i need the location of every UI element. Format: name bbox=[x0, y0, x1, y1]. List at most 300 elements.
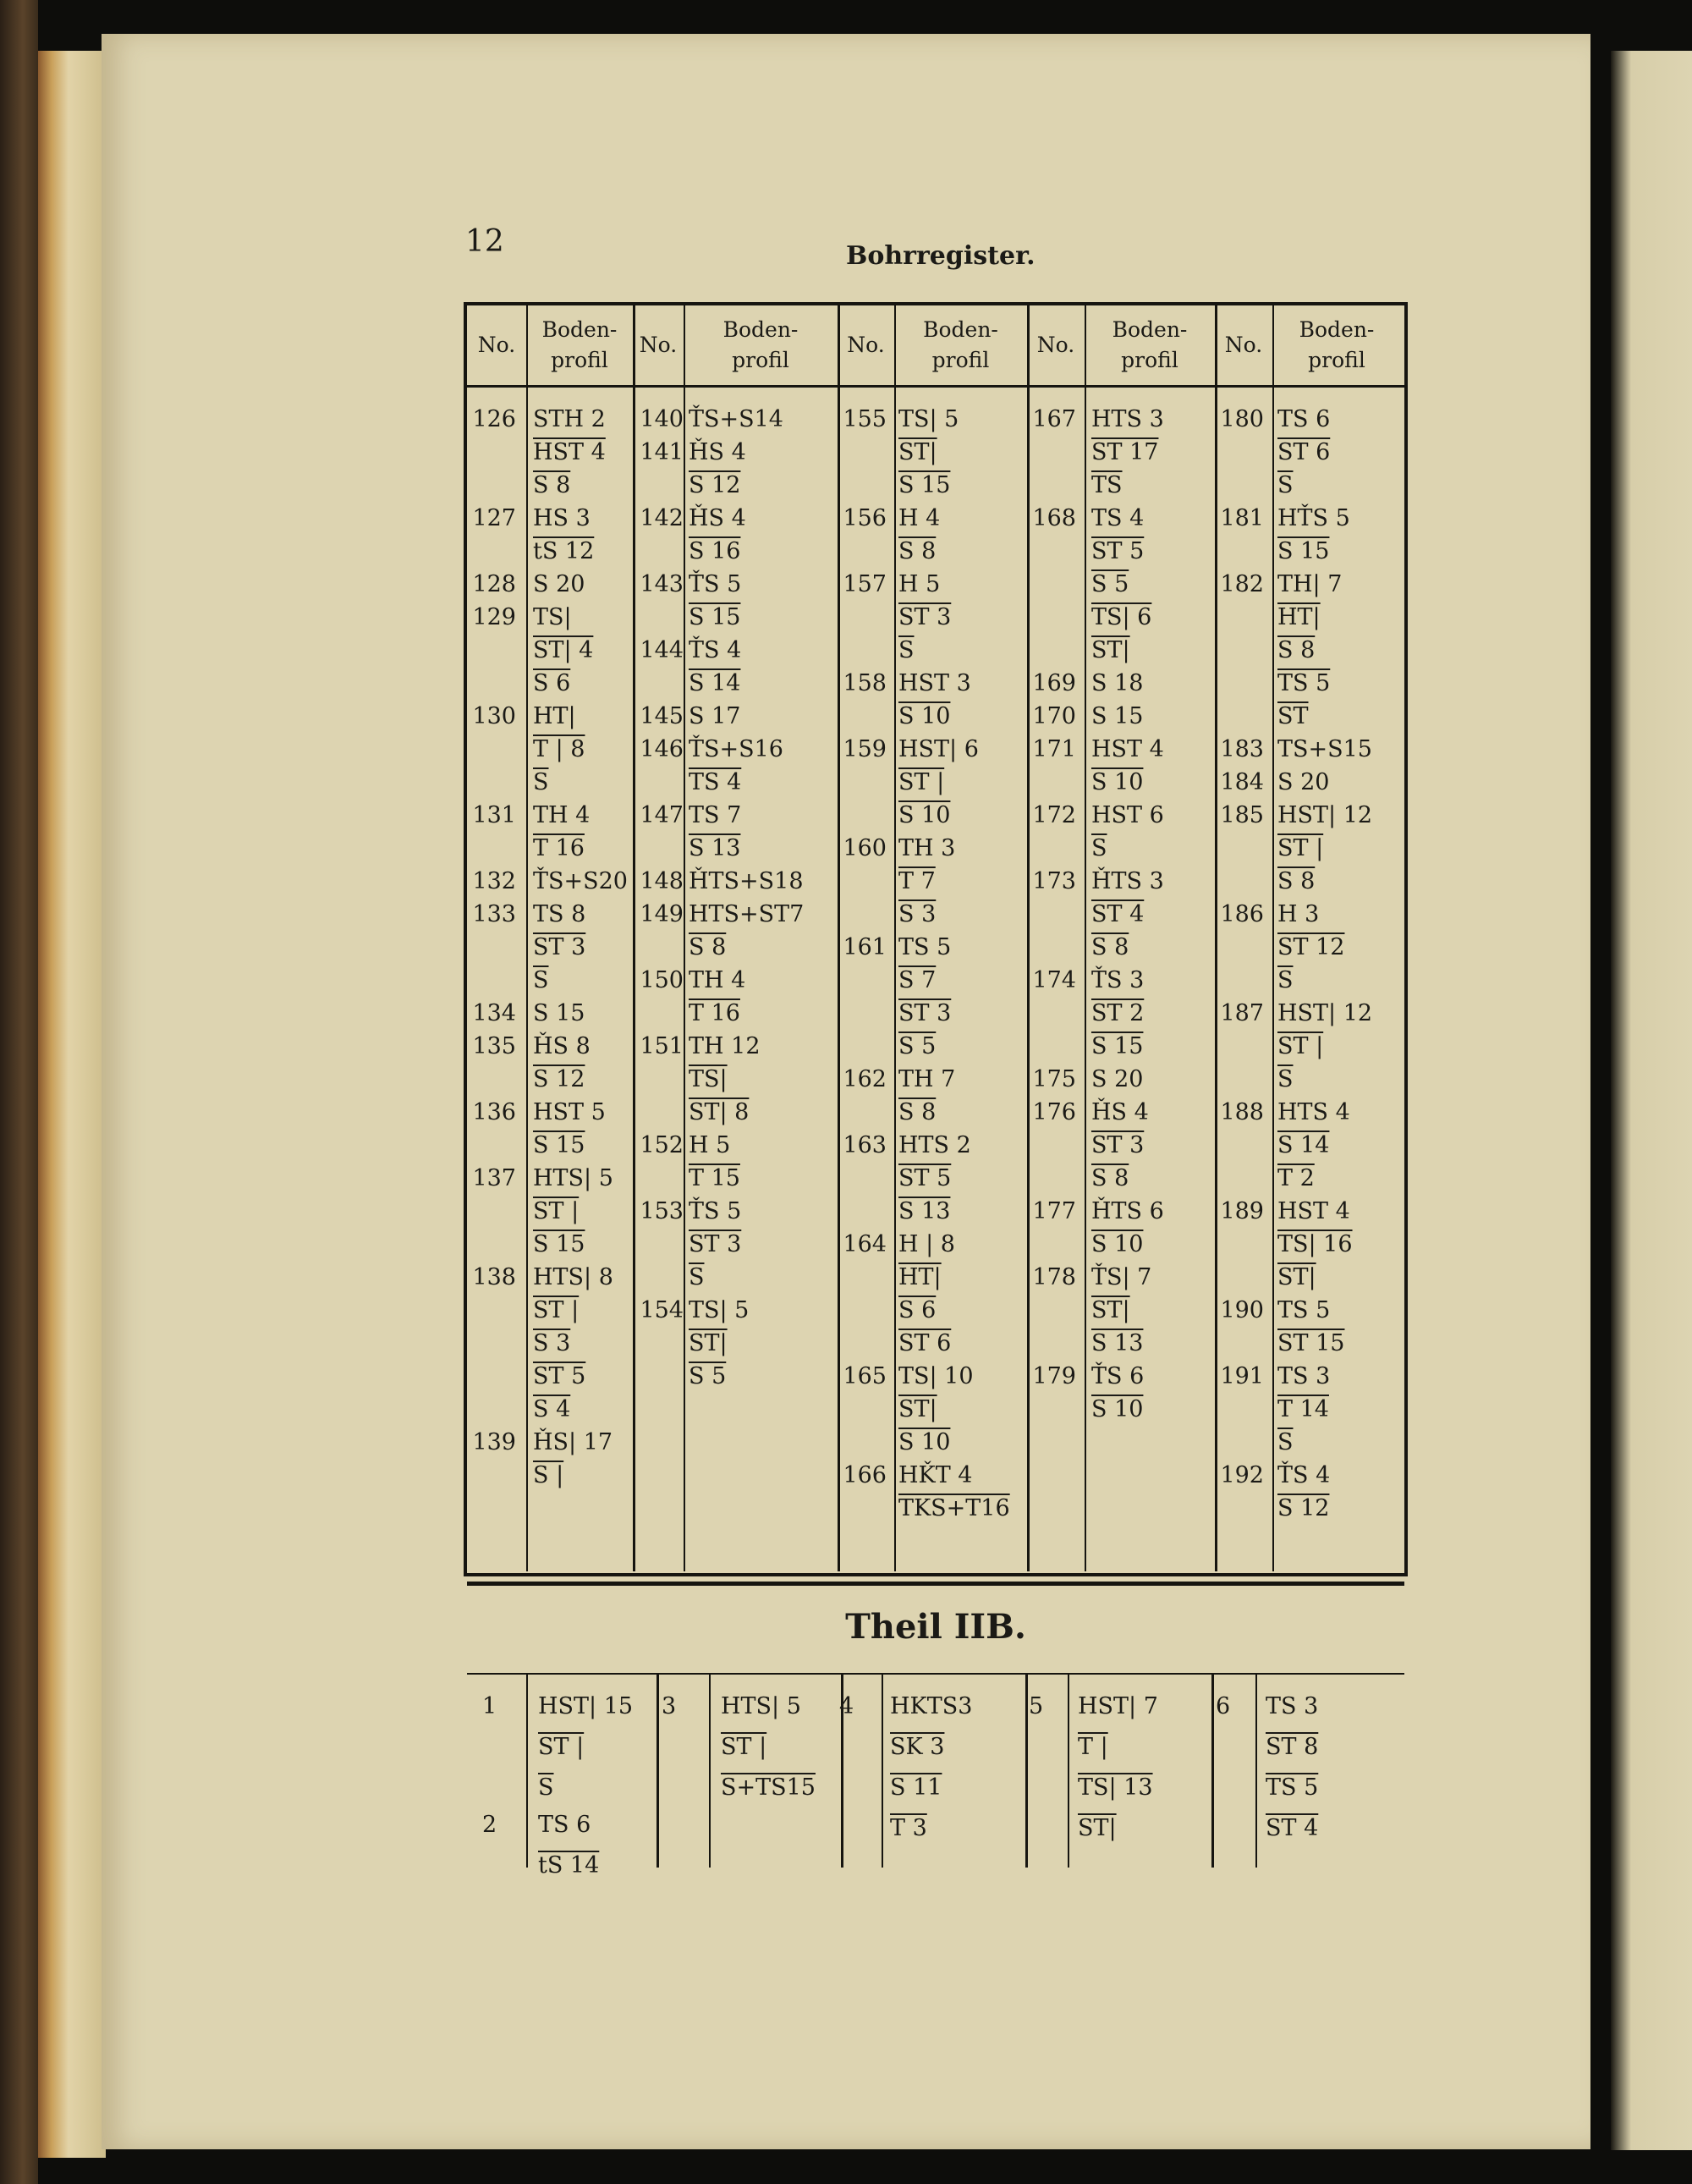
soil-profile bbox=[689, 1030, 807, 1129]
bore-number: 147 bbox=[640, 802, 684, 828]
soil-profile bbox=[1277, 997, 1396, 1096]
soil-profile bbox=[898, 568, 1017, 667]
soil-profile bbox=[1277, 1360, 1396, 1459]
soil-profile bbox=[1277, 799, 1396, 898]
profile-layer: S 11 bbox=[890, 1774, 942, 1801]
bore-number: 141 bbox=[640, 439, 684, 465]
profile-layer: TH 7 bbox=[898, 1066, 956, 1092]
profile-layer: T 16 bbox=[689, 1000, 740, 1026]
profile-layer: TKS+T16 bbox=[898, 1495, 1010, 1521]
col-rule bbox=[526, 305, 528, 1571]
profile-layer: $\overline{S}$ bbox=[689, 1264, 705, 1290]
profile-layer: SK 3 bbox=[890, 1734, 945, 1760]
bore-number: 170 bbox=[1032, 703, 1076, 729]
profile-layer: TS| bbox=[533, 604, 572, 630]
bore-number: 153 bbox=[640, 1198, 684, 1224]
soil-profile bbox=[1091, 799, 1210, 865]
facing-page-edge bbox=[1611, 51, 1692, 2150]
profile-layer: ȞTS 6 bbox=[1091, 1198, 1164, 1224]
bore-number: 181 bbox=[1220, 505, 1264, 531]
profile-layer: HTS 3 bbox=[1091, 406, 1164, 432]
profile-layer: HT| bbox=[898, 1264, 942, 1290]
profile-layer: TS+S15 bbox=[1277, 736, 1372, 762]
profile-layer: S 5 bbox=[689, 1363, 727, 1389]
profile-layer: TS 5 bbox=[1277, 1297, 1331, 1323]
profile-layer: HTS 2 bbox=[898, 1132, 971, 1158]
soil-profile bbox=[1091, 1096, 1210, 1195]
profile-layer: ȞTS+S18 bbox=[689, 868, 804, 894]
profile-layer: HST 4 bbox=[1277, 1198, 1350, 1224]
profile-layer: ST 6 bbox=[1277, 439, 1331, 465]
profile-layer: S 6 bbox=[533, 670, 571, 696]
profile-layer: ST | bbox=[533, 1297, 580, 1323]
profile-layer: STH 2 bbox=[533, 406, 606, 432]
profile-layer: ŤS+S14 bbox=[689, 406, 783, 432]
profile-layer: ST | bbox=[538, 1734, 585, 1760]
profile-layer: TS 4 bbox=[689, 769, 742, 795]
profile-layer: ST | bbox=[1277, 835, 1324, 861]
soil-profile bbox=[689, 568, 807, 634]
profile-layer: HST 4 bbox=[1091, 736, 1164, 762]
soil-profile bbox=[1277, 502, 1396, 568]
profile-layer: HT| bbox=[1277, 604, 1321, 630]
profile-layer: HST| 15 bbox=[538, 1693, 634, 1719]
bore-number: 134 bbox=[472, 1000, 516, 1026]
header-no: No. bbox=[1224, 333, 1263, 357]
soil-profile bbox=[1277, 1459, 1396, 1525]
section-rule bbox=[467, 1582, 1404, 1586]
profile-layer: $\overline{ST}$ bbox=[1277, 703, 1309, 729]
profile-layer: HS 3 bbox=[533, 505, 591, 531]
profile-layer: ȞS 4 bbox=[1091, 1099, 1149, 1125]
profile-layer: TH 3 bbox=[898, 835, 956, 861]
col-rule bbox=[684, 305, 685, 1571]
soil-profile bbox=[1277, 403, 1396, 502]
bore-number: 187 bbox=[1220, 1000, 1264, 1026]
profile-layer: S 15 bbox=[533, 1231, 585, 1257]
profile-layer: ST 4 bbox=[1091, 901, 1145, 927]
bore-number: 169 bbox=[1032, 670, 1076, 696]
profile-layer: S 5 bbox=[898, 1033, 937, 1059]
soil-profile bbox=[689, 964, 807, 1030]
profile-layer: S 10 bbox=[898, 802, 951, 828]
soil-profile bbox=[1277, 1195, 1396, 1294]
profile-layer: TS| 10 bbox=[898, 1363, 974, 1389]
profile-layer: S 12 bbox=[533, 1066, 585, 1092]
section-rule bbox=[467, 1673, 1404, 1675]
profile-layer: ST 2 bbox=[1091, 1000, 1145, 1026]
bore-number: 148 bbox=[640, 868, 684, 894]
soil-profile bbox=[1091, 403, 1210, 502]
soil-profile bbox=[689, 1294, 807, 1393]
profile-layer: TS| 16 bbox=[1277, 1231, 1353, 1257]
bore-number: 163 bbox=[843, 1132, 887, 1158]
soil-profile bbox=[1277, 898, 1396, 997]
profile-layer: ŤS 4 bbox=[1277, 1462, 1331, 1488]
profile-layer: $\overline{S}$ bbox=[533, 967, 549, 993]
bore-number: 162 bbox=[843, 1066, 887, 1092]
profile-layer: S 20 bbox=[533, 571, 585, 597]
bore-number: 144 bbox=[640, 637, 684, 663]
profile-layer: ST| bbox=[898, 1396, 937, 1422]
profile-layer: HST| 12 bbox=[1277, 1000, 1373, 1026]
profile-layer: ST 8 bbox=[1266, 1734, 1319, 1760]
profile-layer: S 18 bbox=[1091, 670, 1144, 696]
profile-layer: H 3 bbox=[1277, 901, 1320, 927]
soil-profile bbox=[1091, 502, 1210, 667]
profile-layer: H | 8 bbox=[898, 1231, 955, 1257]
profile-layer: ST 3 bbox=[689, 1231, 742, 1257]
col-rule bbox=[1272, 305, 1274, 1571]
bore-number: 146 bbox=[640, 736, 684, 762]
profile-layer: ŤS| 7 bbox=[1091, 1264, 1152, 1290]
profile-layer: ŤS+S16 bbox=[689, 736, 783, 762]
profile-layer: ST | bbox=[533, 1198, 580, 1224]
soil-profile bbox=[898, 403, 1017, 502]
bore-number: 192 bbox=[1220, 1462, 1264, 1488]
bore-number: 154 bbox=[640, 1297, 684, 1323]
soil-profile bbox=[689, 865, 807, 898]
header-rule bbox=[467, 385, 1404, 388]
bore-number: 145 bbox=[640, 703, 684, 729]
profile-layer: S 8 bbox=[1091, 934, 1129, 960]
bore-number: 180 bbox=[1220, 406, 1264, 432]
profile-layer: ST| bbox=[689, 1330, 728, 1356]
part-title: Theil IIB. bbox=[845, 1607, 1026, 1647]
soil-profile bbox=[898, 733, 1017, 832]
profile-layer: T 2 bbox=[1277, 1165, 1315, 1191]
profile-layer: H 4 bbox=[898, 505, 941, 531]
soil-profile bbox=[689, 1129, 807, 1195]
profile-layer: TS| 5 bbox=[898, 406, 959, 432]
profile-layer: S 15 bbox=[533, 1000, 585, 1026]
profile-layer: ȞTS 3 bbox=[1091, 868, 1164, 894]
profile-layer: S 20 bbox=[1277, 769, 1330, 795]
profile-layer: S 20 bbox=[1091, 1066, 1144, 1092]
bore-number: 166 bbox=[843, 1462, 887, 1488]
bore-number: 185 bbox=[1220, 802, 1264, 828]
profile-layer: ŤS 6 bbox=[1091, 1363, 1145, 1389]
soil-profile bbox=[898, 1129, 1017, 1228]
soil-profile bbox=[1277, 766, 1396, 799]
profile-layer: HT| bbox=[533, 703, 576, 729]
bore-number: 160 bbox=[843, 835, 887, 861]
bore-number: 127 bbox=[472, 505, 516, 531]
col-rule bbox=[526, 1675, 528, 1868]
bore-number: 173 bbox=[1032, 868, 1076, 894]
header-profile: Boden- profil bbox=[1299, 317, 1375, 372]
bore-number: 136 bbox=[472, 1099, 516, 1125]
col-rule bbox=[1211, 1675, 1214, 1868]
profile-layer: ST 5 bbox=[898, 1165, 952, 1191]
bore-number: 165 bbox=[843, 1363, 887, 1389]
bore-number: 168 bbox=[1032, 505, 1076, 531]
profile-layer: S 8 bbox=[1277, 868, 1316, 894]
profile-layer: TS| bbox=[689, 1066, 728, 1092]
header-no: No. bbox=[477, 333, 516, 357]
profile-layer: HǨT 4 bbox=[898, 1462, 973, 1488]
soil-profile bbox=[1078, 1686, 1158, 1849]
bore-number: 149 bbox=[640, 901, 684, 927]
profile-layer: S 17 bbox=[689, 703, 741, 729]
profile-layer: HŤS 5 bbox=[1277, 505, 1350, 531]
bore-number: 164 bbox=[843, 1231, 887, 1257]
profile-layer: ST 3 bbox=[1091, 1132, 1145, 1158]
soil-profile bbox=[898, 1360, 1017, 1459]
profile-layer: ST 3 bbox=[898, 604, 952, 630]
soil-profile bbox=[898, 667, 1017, 733]
profile-layer: TS 5 bbox=[1266, 1774, 1319, 1801]
soil-profile bbox=[689, 1195, 807, 1294]
profile-layer: S 8 bbox=[898, 538, 937, 564]
bore-number: 133 bbox=[472, 901, 516, 927]
soil-profile bbox=[1091, 1195, 1210, 1261]
soil-profile bbox=[689, 799, 807, 865]
bore-number: 167 bbox=[1032, 406, 1076, 432]
profile-layer: TS| 13 bbox=[1078, 1774, 1153, 1801]
bore-number: 132 bbox=[472, 868, 516, 894]
bore-number: 6 bbox=[1216, 1693, 1231, 1719]
bore-number: 175 bbox=[1032, 1066, 1076, 1092]
profile-layer: S 15 bbox=[898, 472, 951, 498]
bore-number: 5 bbox=[1029, 1693, 1044, 1719]
soil-profile bbox=[689, 502, 807, 568]
soil-profile bbox=[1091, 700, 1210, 733]
profile-layer: S 16 bbox=[689, 538, 741, 564]
bore-number: 172 bbox=[1032, 802, 1076, 828]
profile-layer: ST 17 bbox=[1091, 439, 1159, 465]
bore-number: 3 bbox=[662, 1693, 677, 1719]
bore-number: 189 bbox=[1220, 1198, 1264, 1224]
bohrregister-table bbox=[464, 302, 1408, 1879]
profile-layer: T 3 bbox=[890, 1815, 927, 1841]
profile-layer: TH 4 bbox=[533, 802, 591, 828]
header-profile: Boden- profil bbox=[541, 317, 618, 372]
profile-layer: T | 8 bbox=[533, 736, 585, 762]
profile-layer: TS 3 bbox=[1277, 1363, 1331, 1389]
profile-layer: HTS 4 bbox=[1277, 1099, 1350, 1125]
profile-layer: $\overline{S}$ bbox=[1277, 1066, 1294, 1092]
profile-layer: ST| bbox=[1091, 1297, 1130, 1323]
profile-layer: HTS| 5 bbox=[533, 1165, 613, 1191]
page-edges bbox=[38, 51, 106, 2158]
profile-layer: S 8 bbox=[1091, 1165, 1129, 1191]
profile-layer: ST| bbox=[1078, 1815, 1117, 1841]
profile-layer: ST| bbox=[1091, 637, 1130, 663]
profile-layer: TS 7 bbox=[689, 802, 742, 828]
profile-layer: S 10 bbox=[1091, 1231, 1144, 1257]
header-no: No. bbox=[847, 333, 885, 357]
header-no: No. bbox=[639, 333, 678, 357]
profile-layer: ŤS 5 bbox=[689, 1198, 742, 1224]
profile-layer: TH 4 bbox=[689, 967, 746, 993]
profile-layer: HST| 6 bbox=[898, 736, 979, 762]
soil-profile bbox=[533, 1426, 651, 1492]
page-number: 12 bbox=[465, 224, 504, 259]
profile-layer: S 8 bbox=[689, 934, 727, 960]
profile-layer: HST 3 bbox=[898, 670, 971, 696]
profile-layer: ST 5 bbox=[1091, 538, 1145, 564]
profile-layer: TS 5 bbox=[1277, 670, 1331, 696]
col-rule bbox=[882, 1675, 883, 1868]
profile-layer: HST| 7 bbox=[1078, 1693, 1158, 1719]
bore-number: 143 bbox=[640, 571, 684, 597]
profile-layer: ȞS| 17 bbox=[533, 1429, 613, 1455]
bore-number: 158 bbox=[843, 670, 887, 696]
profile-layer: ST 5 bbox=[533, 1363, 586, 1389]
bore-number: 178 bbox=[1032, 1264, 1076, 1290]
profile-layer: $\overline{TS}$ bbox=[1091, 472, 1123, 498]
profile-layer: S 15 bbox=[1091, 1033, 1144, 1059]
profile-layer: S 15 bbox=[689, 604, 741, 630]
bore-number: 161 bbox=[843, 934, 887, 960]
soil-profile bbox=[1277, 733, 1396, 766]
bore-number: 139 bbox=[472, 1429, 516, 1455]
header-profile: Boden- profil bbox=[923, 317, 998, 372]
bore-number: 4 bbox=[839, 1693, 854, 1719]
bore-number: 130 bbox=[472, 703, 516, 729]
profile-layer: HKTS3 bbox=[890, 1693, 973, 1719]
soil-profile bbox=[1277, 568, 1396, 733]
col-rule bbox=[656, 1675, 659, 1868]
profile-layer: S 13 bbox=[689, 835, 741, 861]
bore-number: 140 bbox=[640, 406, 684, 432]
profile-layer: ST 6 bbox=[898, 1330, 952, 1356]
col-rule bbox=[709, 1675, 711, 1868]
col-rule bbox=[1085, 305, 1086, 1571]
profile-layer: S 13 bbox=[1091, 1330, 1144, 1356]
profile-layer: HST| 12 bbox=[1277, 802, 1373, 828]
profile-layer: ST | bbox=[721, 1734, 767, 1760]
profile-layer: ST 12 bbox=[1277, 934, 1345, 960]
profile-layer: S 5 bbox=[1091, 571, 1129, 597]
profile-layer: S 6 bbox=[898, 1297, 937, 1323]
bore-number: 137 bbox=[472, 1165, 516, 1191]
profile-layer: S+TS15 bbox=[721, 1774, 816, 1801]
soil-profile bbox=[689, 733, 807, 799]
bore-number: 188 bbox=[1220, 1099, 1264, 1125]
bore-number: 171 bbox=[1032, 736, 1076, 762]
bore-number: 183 bbox=[1220, 736, 1264, 762]
profile-layer: S 15 bbox=[1091, 703, 1144, 729]
soil-profile bbox=[721, 1686, 816, 1808]
profile-layer: S 3 bbox=[533, 1330, 571, 1356]
profile-layer: TS 6 bbox=[538, 1812, 591, 1838]
bore-number: 174 bbox=[1032, 967, 1076, 993]
soil-profile bbox=[689, 403, 807, 436]
header-no: No. bbox=[1036, 333, 1075, 357]
profile-layer: ST| 4 bbox=[533, 637, 594, 663]
profile-layer: HTS| 5 bbox=[721, 1693, 801, 1719]
bore-number: 156 bbox=[843, 505, 887, 531]
soil-profile bbox=[890, 1686, 972, 1849]
col-rule bbox=[1255, 1675, 1257, 1868]
bore-number: 151 bbox=[640, 1033, 684, 1059]
profile-layer: S 10 bbox=[1091, 1396, 1144, 1422]
profile-layer: S 12 bbox=[689, 472, 741, 498]
bore-number: 152 bbox=[640, 1132, 684, 1158]
profile-layer: S 12 bbox=[1277, 1495, 1330, 1521]
col-rule bbox=[894, 305, 896, 1571]
bore-number: 155 bbox=[843, 406, 887, 432]
profile-layer: S 8 bbox=[898, 1099, 937, 1125]
profile-layer: H 5 bbox=[898, 571, 941, 597]
col-rule bbox=[1068, 1675, 1069, 1868]
profile-layer: S 14 bbox=[1277, 1132, 1330, 1158]
profile-layer: S | bbox=[533, 1462, 564, 1488]
profile-layer: HTS| 8 bbox=[533, 1264, 613, 1290]
soil-profile bbox=[1277, 1096, 1396, 1195]
running-head: Bohrregister. bbox=[846, 241, 1036, 271]
soil-profile bbox=[898, 931, 1017, 1063]
bore-number: 2 bbox=[482, 1812, 497, 1838]
profile-layer: $\overline{S}$ bbox=[1277, 967, 1294, 993]
soil-profile bbox=[1266, 1686, 1318, 1849]
profile-layer: HST 6 bbox=[1091, 802, 1164, 828]
profile-layer: $\overline{S}$ bbox=[1091, 835, 1107, 861]
bore-number: 182 bbox=[1220, 571, 1264, 597]
soil-profile bbox=[1091, 865, 1210, 964]
profile-layer: ST| bbox=[898, 439, 937, 465]
soil-profile bbox=[1277, 1294, 1396, 1360]
profile-layer: TS 5 bbox=[898, 934, 952, 960]
profile-layer: TS 6 bbox=[1277, 406, 1331, 432]
soil-profile bbox=[1091, 1360, 1210, 1426]
soil-profile bbox=[1091, 964, 1210, 1063]
profile-layer: ŤS 4 bbox=[689, 637, 742, 663]
profile-layer: HTS+ST7 bbox=[689, 901, 805, 927]
soil-profile bbox=[538, 1805, 599, 1886]
header-profile: Boden- profil bbox=[722, 317, 799, 372]
bore-number: 128 bbox=[472, 571, 516, 597]
profile-layer: TS| 5 bbox=[689, 1297, 750, 1323]
soil-profile bbox=[898, 1228, 1017, 1360]
profile-layer: TH 12 bbox=[689, 1033, 761, 1059]
profile-layer: $\overline{S}$ bbox=[898, 637, 915, 663]
bore-number: 159 bbox=[843, 736, 887, 762]
profile-layer: ST 4 bbox=[1266, 1815, 1319, 1841]
profile-layer: S 10 bbox=[1091, 769, 1144, 795]
profile-layer: S 13 bbox=[898, 1198, 951, 1224]
profile-layer: S 7 bbox=[898, 967, 937, 993]
soil-profile bbox=[689, 436, 807, 502]
profile-layer: TS 8 bbox=[533, 901, 586, 927]
profile-layer: $\overline{S}$ bbox=[533, 769, 549, 795]
profile-layer: ST | bbox=[898, 769, 945, 795]
profile-layer: ŤS 5 bbox=[689, 571, 742, 597]
soil-profile bbox=[689, 700, 807, 733]
bore-number: 1 bbox=[482, 1693, 497, 1719]
bore-number: 157 bbox=[843, 571, 887, 597]
profile-layer: ŤS+S20 bbox=[533, 868, 628, 894]
soil-profile bbox=[533, 997, 651, 1030]
soil-profile bbox=[689, 634, 807, 700]
profile-layer: HST 5 bbox=[533, 1099, 606, 1125]
profile-layer: S 4 bbox=[533, 1396, 571, 1422]
profile-layer: TS| 6 bbox=[1091, 604, 1152, 630]
profile-layer: ST 15 bbox=[1277, 1330, 1345, 1356]
bore-number: 179 bbox=[1032, 1363, 1076, 1389]
profile-layer: ST| 8 bbox=[689, 1099, 750, 1125]
soil-profile bbox=[533, 1261, 651, 1426]
bore-number: 142 bbox=[640, 505, 684, 531]
profile-layer: T 15 bbox=[689, 1165, 740, 1191]
profile-layer: S 14 bbox=[689, 670, 741, 696]
soil-profile bbox=[1091, 733, 1210, 799]
soil-profile bbox=[898, 832, 1017, 931]
bore-number: 126 bbox=[472, 406, 516, 432]
profile-layer: S 8 bbox=[1277, 637, 1316, 663]
